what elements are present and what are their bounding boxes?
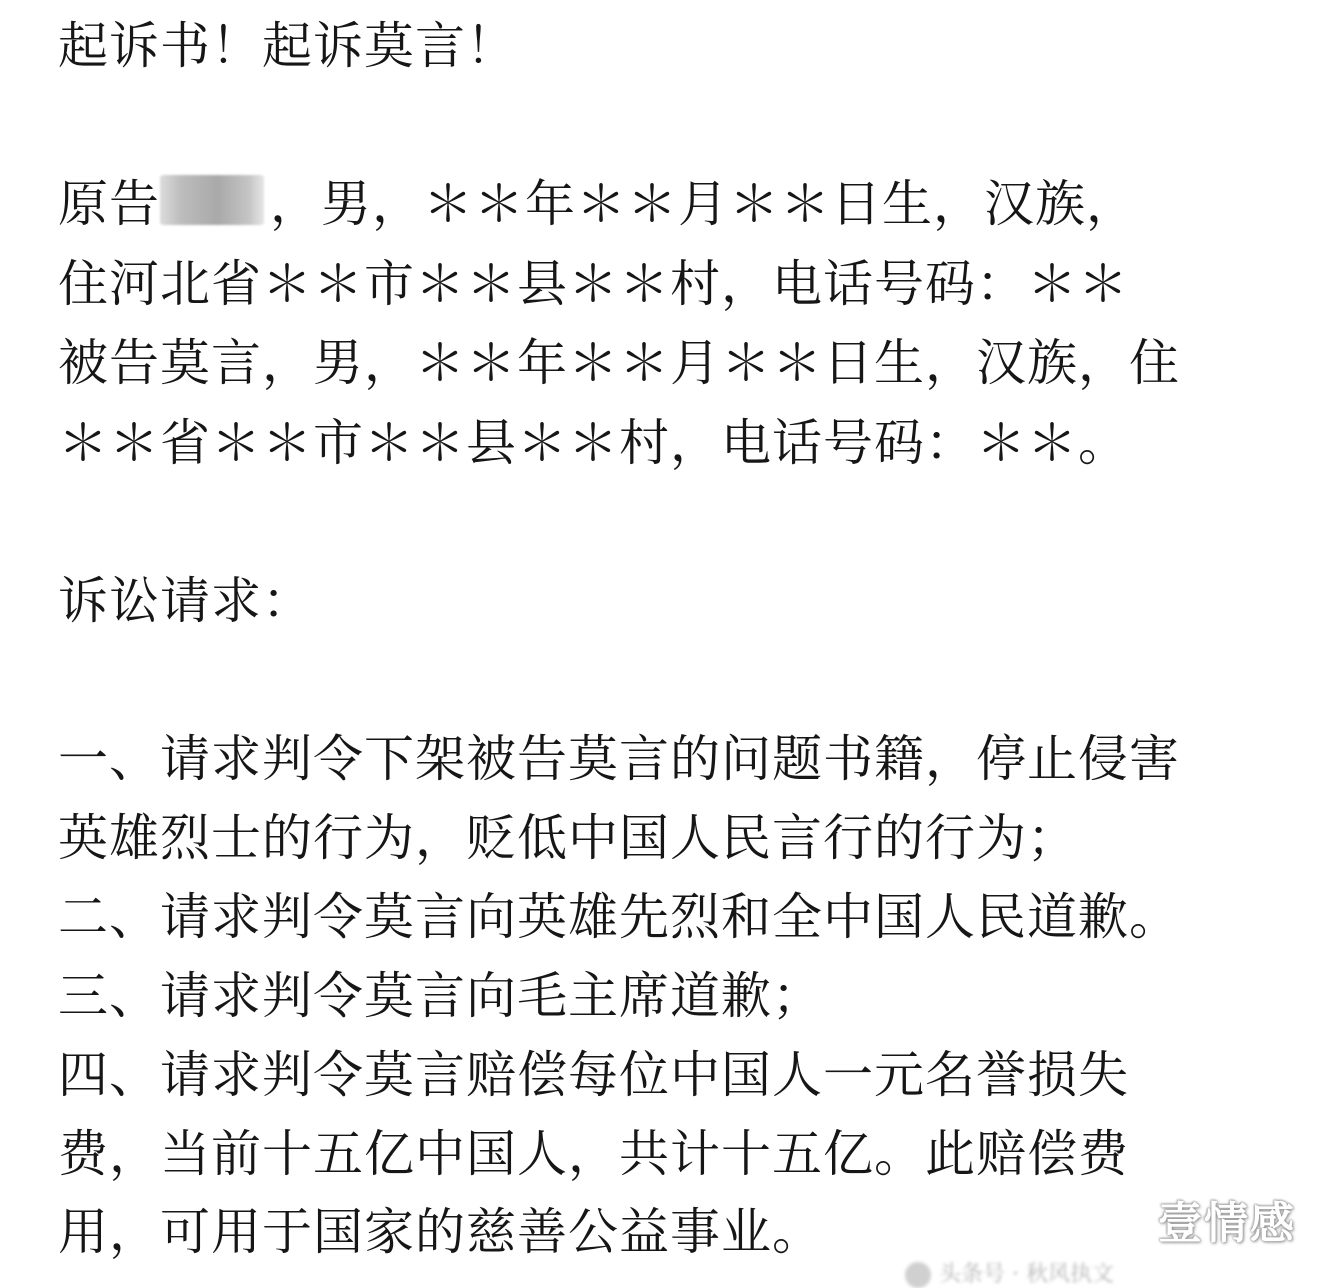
claim-3: 三、请求判令莫言向毛主席道歉； bbox=[58, 967, 823, 1025]
watermark-logo: 壹情感 bbox=[1158, 1198, 1296, 1249]
plaintiff-details: ，男，＊＊年＊＊月＊＊日生，汉族， bbox=[270, 175, 1137, 233]
source-avatar-icon bbox=[905, 1262, 931, 1288]
source-text: 头条号 · 秋风执文 bbox=[939, 1262, 1114, 1287]
plaintiff-line-2: 住河北省＊＊市＊＊县＊＊村，电话号码：＊＊ bbox=[58, 255, 1129, 313]
claims-heading: 诉讼请求： bbox=[58, 572, 313, 630]
claim-4-line-3: 用，可用于国家的慈善公益事业。 bbox=[58, 1203, 823, 1261]
source-attribution bbox=[905, 1262, 1114, 1288]
document-title: 起诉书！起诉莫言！ bbox=[58, 17, 517, 75]
plaintiff-line-1 bbox=[58, 174, 1137, 234]
claim-2: 二、请求判令莫言向英雄先烈和全中国人民道歉。 bbox=[58, 888, 1180, 946]
claim-4-line-2: 费，当前十五亿中国人，共计十五亿。此赔偿费 bbox=[58, 1125, 1129, 1183]
defendant-line-2: ＊＊省＊＊市＊＊县＊＊村，电话号码：＊＊。 bbox=[58, 414, 1129, 472]
claim-4-line-1: 四、请求判令莫言赔偿每位中国人一元名誉损失 bbox=[58, 1046, 1129, 1104]
plaintiff-prefix: 原告 bbox=[58, 175, 160, 233]
redaction-blur bbox=[160, 175, 264, 225]
claim-1-line-1: 一、请求判令下架被告莫言的问题书籍，停止侵害 bbox=[58, 730, 1180, 788]
defendant-line-1: 被告莫言，男，＊＊年＊＊月＊＊日生，汉族，住 bbox=[58, 334, 1180, 392]
claim-1-line-2: 英雄烈士的行为，贬低中国人民言行的行为； bbox=[58, 809, 1078, 867]
